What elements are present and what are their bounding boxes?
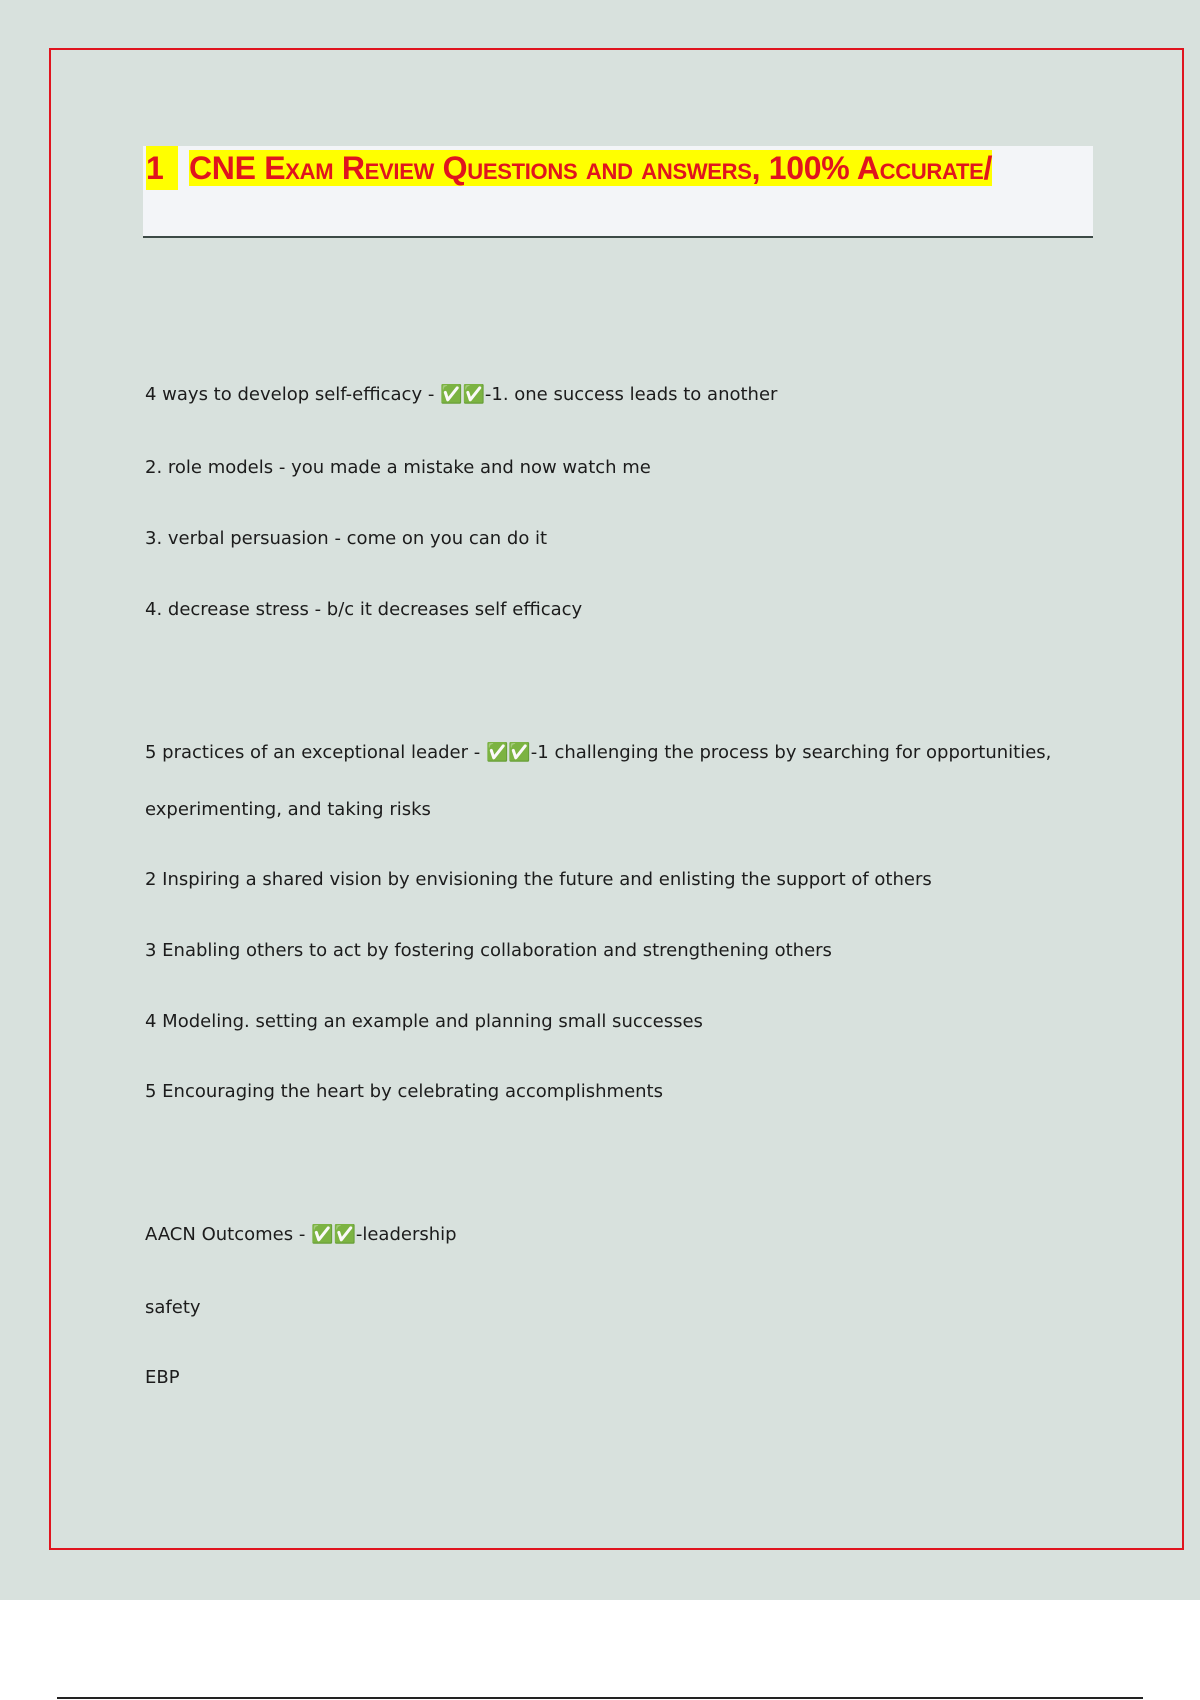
- page-title-text: CNE Exam Review Questions and answers, 100% Accurate/: [189, 150, 993, 186]
- heading-number: 1: [146, 146, 178, 190]
- answer-line: 4. decrease stress - b/c it decreases self efficacy: [145, 599, 583, 620]
- footer-divider: [57, 1697, 1143, 1699]
- answer-line: 3 Enabling others to act by fostering collaboration and strengthening others: [145, 940, 832, 961]
- answer-line: experimenting, and taking risks: [145, 799, 431, 820]
- answer-line: safety: [145, 1297, 201, 1318]
- answer-line: EBP: [145, 1367, 180, 1388]
- title-block: [143, 146, 1093, 238]
- answer-line: 4 Modeling. setting an example and planning small successes: [145, 1011, 703, 1032]
- question-line: 5 practices of an exceptional leader - ✅✅-1 challenging the process by searching for opportunities,: [145, 742, 1052, 763]
- question-line: AACN Outcomes - ✅✅-leadership: [145, 1224, 457, 1245]
- answer-line: 2. role models - you made a mistake and now watch me: [145, 457, 651, 478]
- answer-line: 3. verbal persuasion - come on you can do it: [145, 528, 548, 549]
- answer-line: 2 Inspiring a shared vision by envisioning the future and enlisting the support of others: [145, 869, 932, 890]
- page-title: [189, 146, 1049, 190]
- answer-line: 5 Encouraging the heart by celebrating accomplishments: [145, 1081, 663, 1102]
- question-line: 4 ways to develop self-efficacy - ✅✅-1. one success leads to another: [145, 384, 778, 405]
